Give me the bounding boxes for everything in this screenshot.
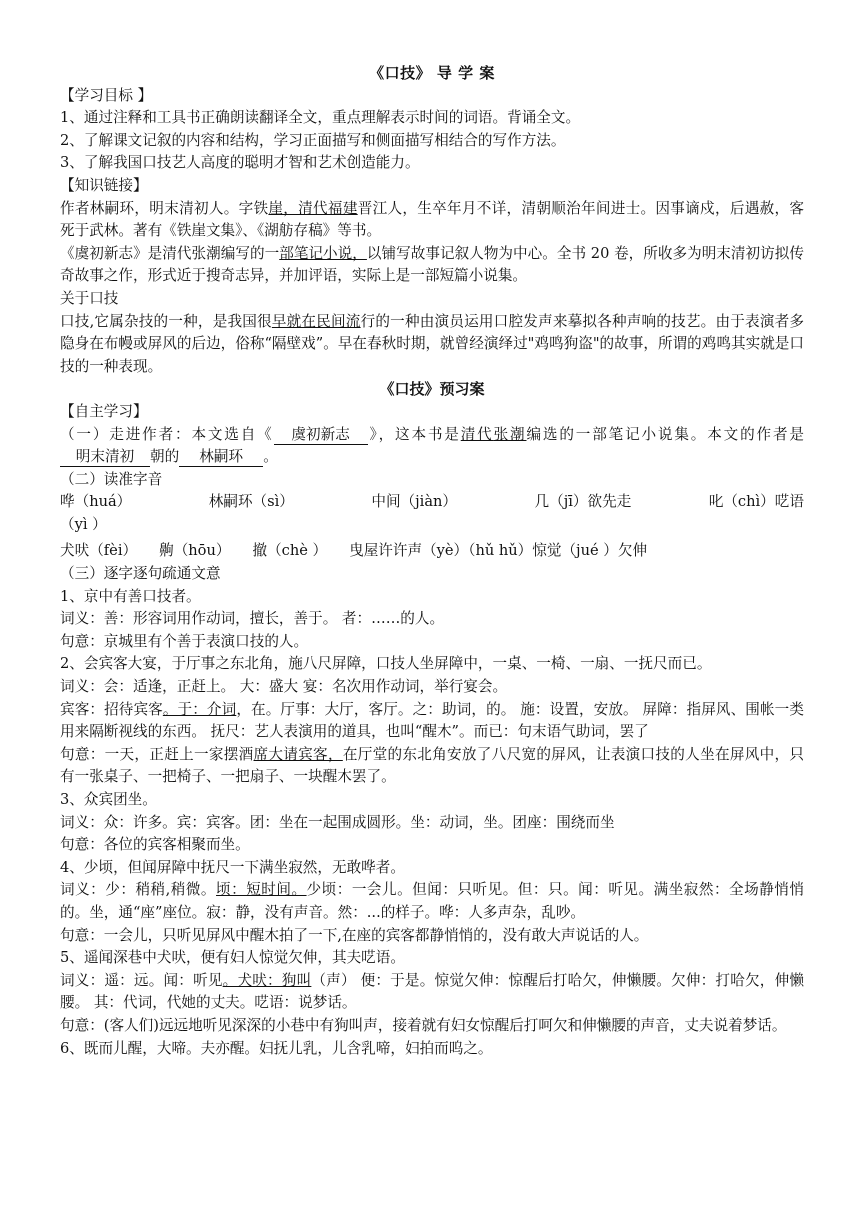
preview-title: 《口技》预习案 — [379, 380, 485, 399]
sentence-3-meaning: 句意：各位的宾客相聚而坐。 — [60, 836, 250, 854]
blank-dynasty: 明末清初 — [60, 448, 150, 467]
goal-item: 3、了解我国口技艺人高度的聪明才智和艺术创造能力。 — [60, 154, 420, 172]
goal-item: 2、了解课文记叙的内容和结构，学习正面描写和侧面描写相结合的写作方法。 — [60, 131, 566, 149]
sentence-1: 1、京中有善口技者。 — [60, 587, 201, 605]
sentence-2-words-more: 宾客：招待宾客。于：介词，在。厅事：大厅，客厅。之：助词，的。 施：设置，安放。 屏障：指屏风、围帐一类用来隔断视线的东西。 抚尺：艺人表演用的道具，也叫“醒木”。而已：句末语气助词，罢了 — [60, 700, 804, 741]
question-pronunciation-title: （二）读准字音 — [60, 470, 163, 488]
sentence-1-words: 词义：善：形容词用作动词，擅长，善于。 者：……的人。 — [60, 610, 445, 628]
sentence-3: 3、众宾团坐。 — [60, 791, 157, 808]
paragraph-kouji: 口技,它属杂技的一种，是我国很早就在民间流行的一种由演员运用口腔发声来摹拟各种声响的技艺。由于表演者多隐身在布幔或屏风的后边，俗称“隔壁戏”。早在春秋时期，就曾经演绎过"鸡鸣狗盗"的故事，所谓的鸡鸣其实就是口技的一种表现。 — [60, 312, 805, 375]
subheading-about-kouji: 关于口技 — [60, 289, 119, 307]
document-page — [60, 62, 804, 1060]
sentence-2-words: 词义：会：适逢，正赶上。 大：盛大 宴：名次用作动词，举行宴会。 — [60, 678, 508, 696]
blank-book-name: 虞初新志 — [274, 426, 368, 445]
sentence-2-meaning: 句意：一天，正赶上一家摆酒席大请宾客，在厅堂的东北角安放了八尺宽的屏风，让表演口技的人坐在屏风中，只有一张桌子、一把椅子、一把扇子、一块醒木罢了。 — [60, 745, 804, 786]
sentence-5-words: 词义：遥：远。闻：听见。犬吠：狗叫（声） 便：于是。惊觉欠伸：惊醒后打哈欠，伸懒腰。欠伸：打哈欠，伸懒腰。 其：代词，代她的丈夫。呓语：说梦话。 — [60, 971, 804, 1012]
section-knowledge-link: 【知识链接】 — [60, 176, 148, 194]
pronunciation-row: 哗（huá） 林嗣环（sì） 中间（jiàn） 几（jī）欲先走 叱（chì）呓语 — [60, 493, 804, 511]
sentence-5-meaning: 句意：(客人们)远远地听见深深的小巷中有狗叫声，接着就有妇女惊醒后打呵欠和伸懒腰的声音，丈夫说着梦话。 — [60, 1016, 787, 1034]
sentence-4: 4、少顷，但闻屏障中抚尺一下满坐寂然，无敢哗者。 — [60, 858, 405, 876]
paragraph-book: 《虞初新志》是清代张潮编写的一部笔记小说，以铺写故事记叙人物为中心。全书 20 卷，所收多为明末清初访拟传奇故事之作，形式近于搜奇志异，并加评语，实际上是一部短篇小说集。 — [60, 244, 804, 285]
sentence-3-words: 词义：众：许多。宾：宾客。团：坐在一起围成圆形。坐：动词，坐。团座：围绕而坐 — [60, 813, 615, 831]
page-title: 《口技》 导 学 案 — [369, 64, 495, 82]
pronunciation-continued: （yì ） — [60, 515, 107, 533]
sentence-2: 2、会宾客大宴，于厅事之东北角，施八尺屏障，口技人坐屏障中，一桌、一椅、一扇、一抚尺而已。 — [60, 655, 712, 673]
pronunciation-row: 犬吠（fèi） 齁（hōu） 撤（chè ） 曳屋许许声（yè）（hǔ hǔ）惊觉（jué ）欠伸 — [60, 542, 648, 560]
sentence-1-meaning: 句意：京城里有个善于表演口技的人。 — [60, 632, 309, 650]
question-author-intro: （一）走进作者：本文选自《 虞初新志 》，这本书是清代张潮编选的一部笔记小说集。本文的作者是明末清初 朝的 林嗣环 。 — [60, 425, 804, 466]
section-learning-goals: 【学习目标 】 — [60, 86, 153, 104]
sentence-4-words: 词义：少：稍稍,稍微。顷：短时间。少顷：一会儿。但闻：只听见。但：只。闻：听见。满坐寂然：全场静悄悄的。坐，通“座”座位。寂：静，没有声音。然：...的样子。哗：人多声杂，乱吵。 — [60, 881, 804, 921]
paragraph-author: 作者林嗣环，明末清初人。字铁崖，清代福建晋江人，生卒年月不详，清朝顺治年间进士。因事谪戍，后遇赦，客死于武林。著有《铁崖文集》、《湖舫存稿》等书。 — [60, 199, 804, 240]
goal-item: 1、通过注释和工具书正确朗读翻译全文，重点理解表示时间的词语。背诵全文。 — [60, 109, 581, 127]
sentence-4-meaning: 句意：一会儿，只听见屏风中醒木拍了一下,在座的宾客都静悄悄的，没有敢大声说话的人。 — [60, 926, 649, 944]
section-self-study: 【自主学习】 — [60, 402, 148, 420]
blank-author: 林嗣环 — [179, 448, 263, 467]
sentence-6: 6、既而儿醒，大啼。夫亦醒。妇抚儿乳，儿含乳啼，妇拍而呜之。 — [60, 1039, 493, 1057]
question-translation-title: （三）逐字逐句疏通文意 — [60, 565, 221, 583]
sentence-5: 5、遥闻深巷中犬吠，便有妇人惊觉欠伸，其夫呓语。 — [60, 949, 405, 967]
